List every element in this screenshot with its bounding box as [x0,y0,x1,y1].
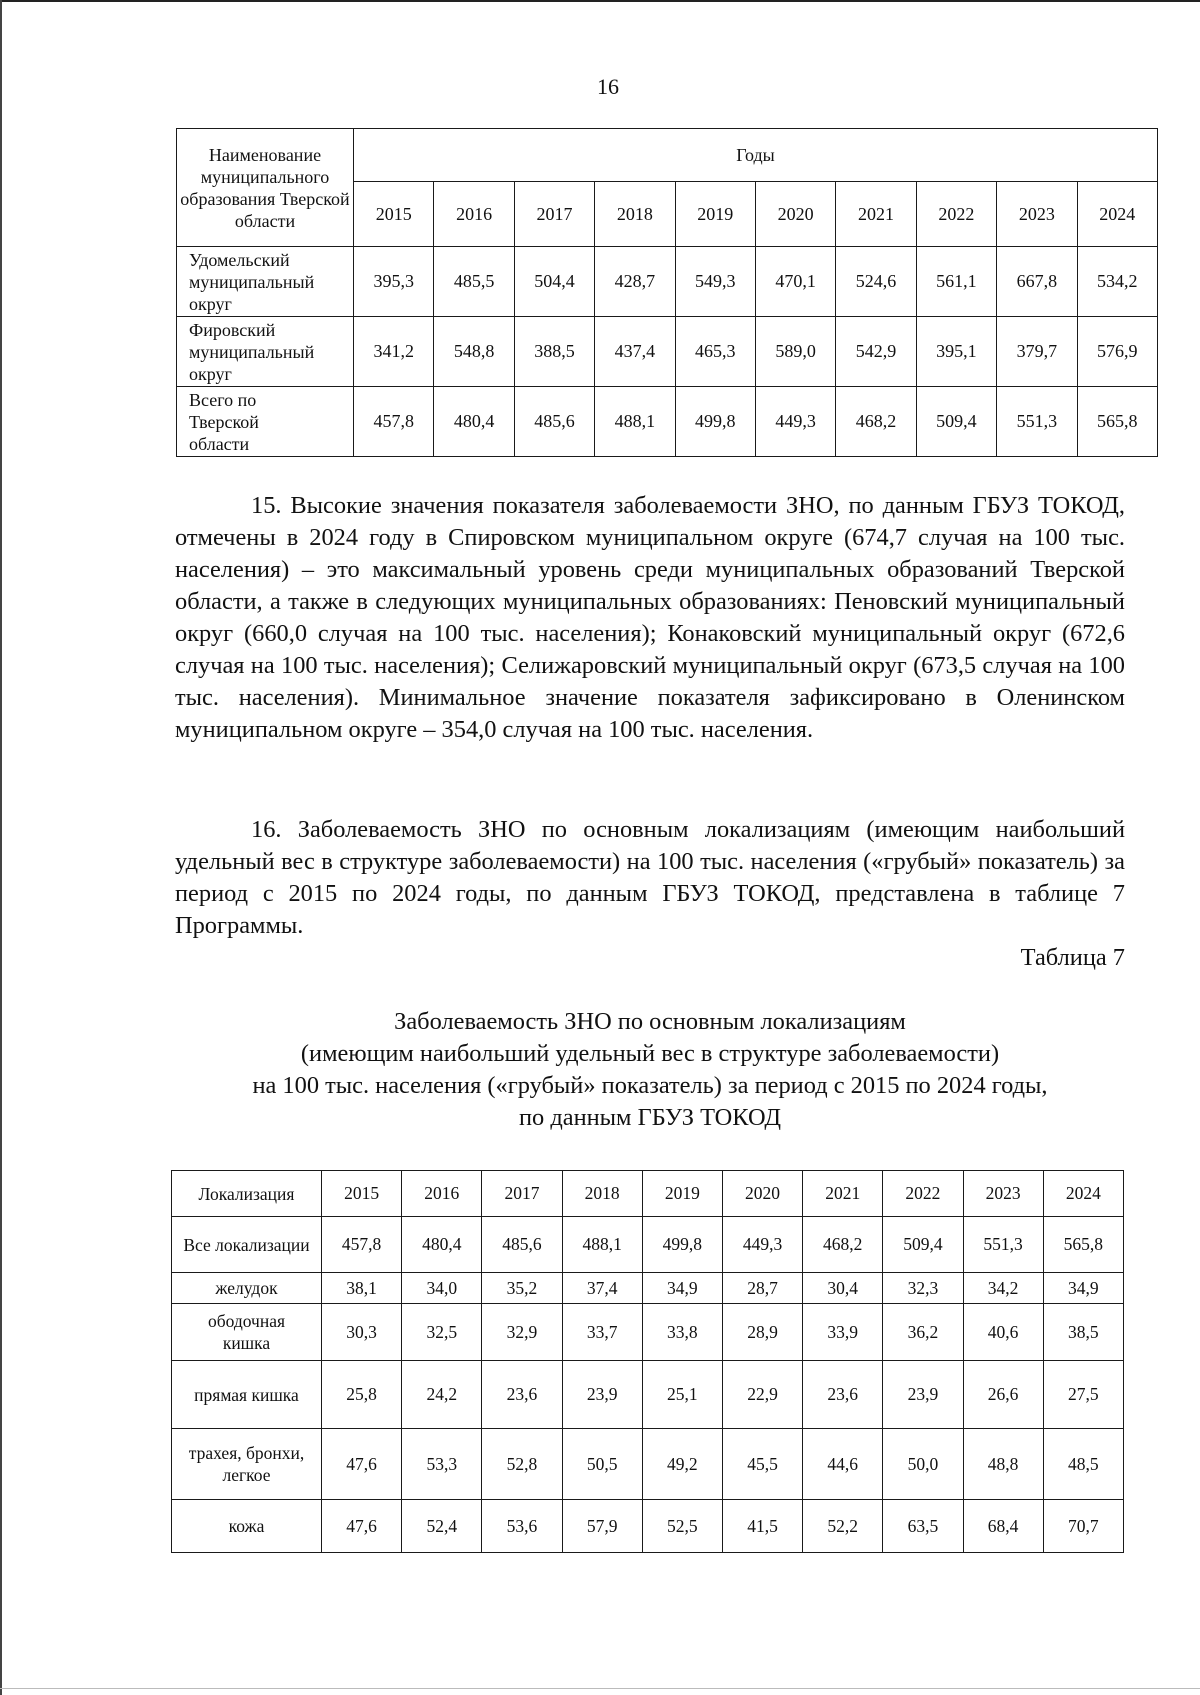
value-cell: 341,2 [354,317,434,387]
value-cell: 37,4 [562,1273,642,1304]
table-caption [150,1006,1150,1134]
value-cell: 52,2 [803,1500,883,1553]
name-line: легкое [222,1465,271,1485]
page-number: 16 [597,74,619,99]
value-cell: 50,0 [883,1429,963,1500]
value-cell: 485,5 [434,247,514,317]
year-header-cell: 2021 [803,1171,883,1217]
value-cell: 542,9 [836,317,916,387]
value-cell: 32,9 [482,1304,562,1361]
value-cell: 28,9 [722,1304,802,1361]
caption-line: на 100 тыс. населения («грубый» показатель) за период с 2015 по 2024 годы, [252,1072,1048,1099]
value-cell: 47,6 [322,1429,402,1500]
table-row [172,1429,1124,1500]
table-row [177,247,1158,317]
value-cell: 33,7 [562,1304,642,1361]
year-header-cell: 2024 [1043,1171,1123,1217]
value-cell: 40,6 [963,1304,1043,1361]
value-cell: 437,4 [595,317,675,387]
value-cell: 465,3 [675,317,755,387]
value-cell: 480,4 [434,387,514,457]
value-cell: 32,5 [402,1304,482,1361]
caption-line: Заболеваемость ЗНО по основным локализациям [394,1008,906,1035]
table-label: Таблица 7 [1020,944,1125,971]
scan-edge-top [0,0,1200,2]
value-cell: 534,2 [1077,247,1157,317]
value-cell: 551,3 [963,1217,1043,1273]
name-line: округ [189,293,232,314]
name-line: области [189,433,250,454]
localization-name [172,1429,322,1500]
value-cell: 44,6 [803,1429,883,1500]
year-header-cell: 2016 [402,1171,482,1217]
value-cell: 53,6 [482,1500,562,1553]
year-header-cell: 2023 [997,182,1077,247]
value-cell: 23,6 [803,1361,883,1429]
localization-name: Все локализации [172,1217,322,1273]
value-cell: 457,8 [322,1217,402,1273]
scan-bottom-edge [0,1688,1200,1689]
year-header-cell: 2015 [322,1171,402,1217]
value-cell: 33,9 [803,1304,883,1361]
value-cell: 25,1 [642,1361,722,1429]
value-cell: 549,3 [675,247,755,317]
value-cell: 50,5 [562,1429,642,1500]
name-line: Фировский [189,319,276,340]
value-cell: 551,3 [997,387,1077,457]
value-cell: 509,4 [883,1217,963,1273]
value-cell: 36,2 [883,1304,963,1361]
value-cell: 480,4 [402,1217,482,1273]
table-row [172,1500,1124,1553]
name-line: муниципальный [189,341,315,362]
name-line: округ [189,363,232,384]
value-cell: 565,8 [1043,1217,1123,1273]
value-cell: 52,5 [642,1500,722,1553]
value-cell: 488,1 [595,387,675,457]
value-cell: 561,1 [916,247,996,317]
value-cell: 63,5 [883,1500,963,1553]
value-cell: 47,6 [322,1500,402,1553]
value-cell: 34,0 [402,1273,482,1304]
value-cell: 589,0 [755,317,835,387]
value-cell: 26,6 [963,1361,1043,1429]
value-cell: 48,8 [963,1429,1043,1500]
year-header-cell: 2022 [883,1171,963,1217]
value-cell: 48,5 [1043,1429,1123,1500]
value-cell: 468,2 [836,387,916,457]
value-cell: 28,7 [722,1273,802,1304]
table-row [172,1304,1124,1361]
value-cell: 379,7 [997,317,1077,387]
value-cell: 30,3 [322,1304,402,1361]
value-cell: 32,3 [883,1273,963,1304]
value-cell: 468,2 [803,1217,883,1273]
municipality-name-header: Наименование муниципального образования Тверской области [177,129,354,247]
year-header-cell: 2018 [562,1171,642,1217]
value-cell: 45,5 [722,1429,802,1500]
value-cell: 499,8 [642,1217,722,1273]
localization-header: Локализация [172,1171,322,1217]
value-cell: 52,8 [482,1429,562,1500]
year-header-cell: 2024 [1077,182,1157,247]
year-header-cell: 2015 [354,182,434,247]
year-header-cell: 2019 [642,1171,722,1217]
years-header: Годы [354,129,1158,182]
year-header-cell: 2017 [482,1171,562,1217]
value-cell: 449,3 [722,1217,802,1273]
value-cell: 68,4 [963,1500,1043,1553]
value-cell: 470,1 [755,247,835,317]
name-line: Удомельский [189,249,290,270]
value-cell: 485,6 [514,387,594,457]
municipality-name [177,317,354,387]
paragraph-15 [175,490,1125,746]
year-header-cell: 2018 [595,182,675,247]
value-cell: 38,1 [322,1273,402,1304]
municipality-name [177,247,354,317]
scan-edge-left [0,0,2,1695]
value-cell: 395,1 [916,317,996,387]
year-header-cell: 2016 [434,182,514,247]
value-cell: 395,3 [354,247,434,317]
value-cell: 449,3 [755,387,835,457]
value-cell: 22,9 [722,1361,802,1429]
table-row [177,317,1158,387]
municipal-incidence-table [176,128,1158,457]
year-header-cell: 2021 [836,182,916,247]
value-cell: 565,8 [1077,387,1157,457]
localization-incidence-table [171,1170,1124,1553]
value-cell: 504,4 [514,247,594,317]
value-cell: 34,2 [963,1273,1043,1304]
name-line: Всего по [189,389,257,410]
value-cell: 23,9 [562,1361,642,1429]
value-cell: 49,2 [642,1429,722,1500]
year-header-cell: 2017 [514,182,594,247]
value-cell: 53,3 [402,1429,482,1500]
localization-name [172,1304,322,1361]
value-cell: 41,5 [722,1500,802,1553]
value-cell: 23,9 [883,1361,963,1429]
year-header-cell: 2023 [963,1171,1043,1217]
table-row [177,387,1158,457]
name-line: Тверской [189,411,259,432]
value-cell: 548,8 [434,317,514,387]
value-cell: 25,8 [322,1361,402,1429]
value-cell: 34,9 [1043,1273,1123,1304]
value-cell: 57,9 [562,1500,642,1553]
value-cell: 24,2 [402,1361,482,1429]
value-cell: 30,4 [803,1273,883,1304]
value-cell: 70,7 [1043,1500,1123,1553]
name-line: ободочная [207,1311,286,1331]
localization-name: кожа [172,1500,322,1553]
table-row [172,1361,1124,1429]
localization-name: прямая кишка [172,1361,322,1429]
value-cell: 457,8 [354,387,434,457]
value-cell: 52,4 [402,1500,482,1553]
value-cell: 33,8 [642,1304,722,1361]
caption-line: по данным ГБУЗ ТОКОД [518,1104,781,1131]
value-cell: 524,6 [836,247,916,317]
caption-line: (имеющим наибольший удельный вес в структуре заболеваемости) [300,1040,1000,1067]
year-header-cell: 2020 [722,1171,802,1217]
value-cell: 27,5 [1043,1361,1123,1429]
value-cell: 34,9 [642,1273,722,1304]
year-header-cell: 2022 [916,182,996,247]
value-cell: 388,5 [514,317,594,387]
value-cell: 509,4 [916,387,996,457]
value-cell: 667,8 [997,247,1077,317]
value-cell: 23,6 [482,1361,562,1429]
value-cell: 488,1 [562,1217,642,1273]
municipality-name [177,387,354,457]
value-cell: 499,8 [675,387,755,457]
name-line: трахея, бронхи, [188,1443,305,1463]
name-line: кишка [222,1333,271,1353]
name-line: муниципальный [189,271,315,292]
year-header-cell: 2019 [675,182,755,247]
year-header-cell: 2020 [755,182,835,247]
table-row [172,1217,1124,1273]
paragraph-16-text: 16. Заболеваемость ЗНО по основным локализациям (имеющим наибольший удельный вес в структуре заболеваемости) на 100 тыс. населения («грубый» показатель) за период с 2015 по 2024 годы, по данным ГБУЗ ТОКОД, представлена в таблице 7 Программы. [175,816,1125,939]
value-cell: 35,2 [482,1273,562,1304]
table-row [172,1273,1124,1304]
table-header-row [172,1171,1124,1217]
value-cell: 485,6 [482,1217,562,1273]
localization-name: желудок [172,1273,322,1304]
paragraph-15-text: 15. Высокие значения показателя заболеваемости ЗНО, по данным ГБУЗ ТОКОД, отмечены в 2024 году в Спировском муниципальном округе (674,7 случая на 100 тыс. населения) – это максимальный уровень среди муниципальных образований Тверской области, а также в следующих муниципальных образованиях: Пеновский муниципальный округ (660,0 случая на 100 тыс. населения); Конаковский муниципальный округ (672,6 случая на 100 тыс. населения); Селижаровский муниципальный округ (673,5 случая на 100 тыс. населения). Минимальное значение показателя зафиксировано в Оленинском муниципальном округе – 354,0 случая на 100 тыс. населения. [175,492,1125,743]
paragraph-16 [175,814,1125,942]
value-cell: 576,9 [1077,317,1157,387]
value-cell: 428,7 [595,247,675,317]
value-cell: 38,5 [1043,1304,1123,1361]
